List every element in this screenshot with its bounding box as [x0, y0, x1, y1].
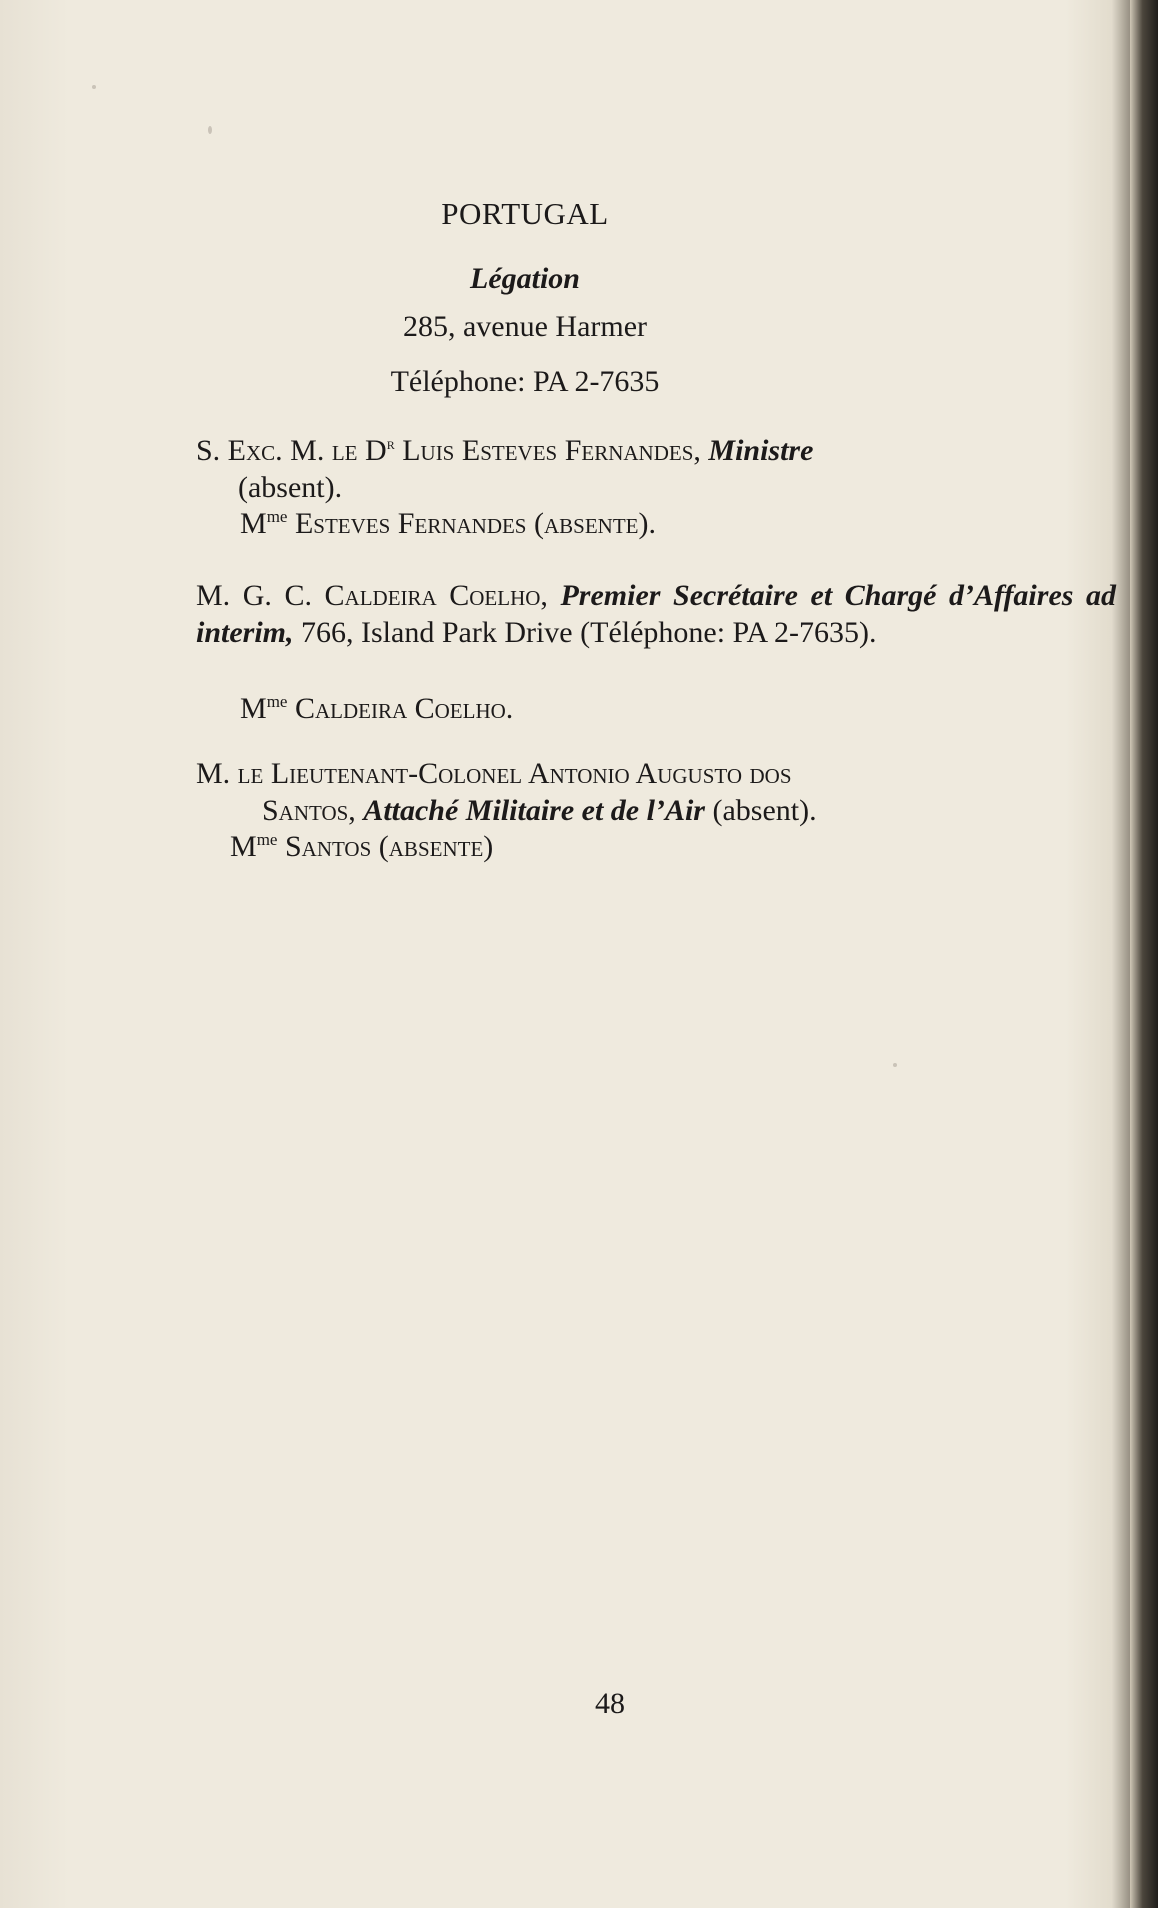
spouse-prefix: M — [240, 692, 267, 725]
entry-tail: (absent). — [704, 794, 817, 827]
entry-minister — [196, 432, 1116, 506]
country-heading: PORTUGAL — [441, 196, 609, 231]
entry-title: Ministre — [708, 434, 814, 467]
spouse-name: Caldeira Coelho. — [287, 692, 514, 725]
entry-military-attache — [196, 755, 1116, 829]
legation-address: 285, avenue Harmer — [402, 310, 648, 343]
entry-details: 766, Island Park Drive (Téléphone: PA 2-7635). — [293, 616, 877, 649]
legation-heading: Légation — [470, 262, 580, 295]
superscript: me — [256, 830, 278, 849]
spouse-prefix: M — [230, 830, 257, 863]
entry-continuation — [196, 792, 1116, 829]
spouse-prefix: M — [240, 507, 267, 540]
page-number: 48 — [595, 1687, 625, 1720]
entry-continuation: (absent). — [238, 471, 343, 504]
superscript: me — [266, 692, 288, 711]
entry-title: Attaché Militaire et de l’Air — [363, 794, 705, 827]
entry-name: M. G. C. Caldeira Coelho, — [196, 579, 561, 612]
entry-name: Santos, — [262, 794, 364, 827]
book-spine — [1130, 0, 1158, 1908]
entry-line — [196, 432, 1116, 469]
entry-spouse — [230, 828, 1100, 865]
entry-title: Premier Secrétaire et Chargé d’Affaires ad interim, — [196, 579, 1116, 649]
entry-line: M. le Lieutenant-Colonel Antonio Augusto dos — [196, 757, 792, 790]
entry-first-secretary — [196, 577, 1116, 651]
spouse-name: Esteves Fernandes (absente). — [287, 507, 656, 540]
superscript: r — [386, 434, 395, 453]
legation-telephone: Téléphone: PA 2-7635 — [390, 365, 660, 398]
spouse-name: Santos (absente) — [277, 830, 494, 863]
entry-spouse — [240, 505, 1110, 542]
entry-name: Luis Esteves Fernandes, — [394, 434, 709, 467]
entry-spouse — [240, 690, 1110, 727]
entry-prefix: S. Exc. M. le D — [196, 434, 387, 467]
superscript: me — [266, 507, 288, 526]
